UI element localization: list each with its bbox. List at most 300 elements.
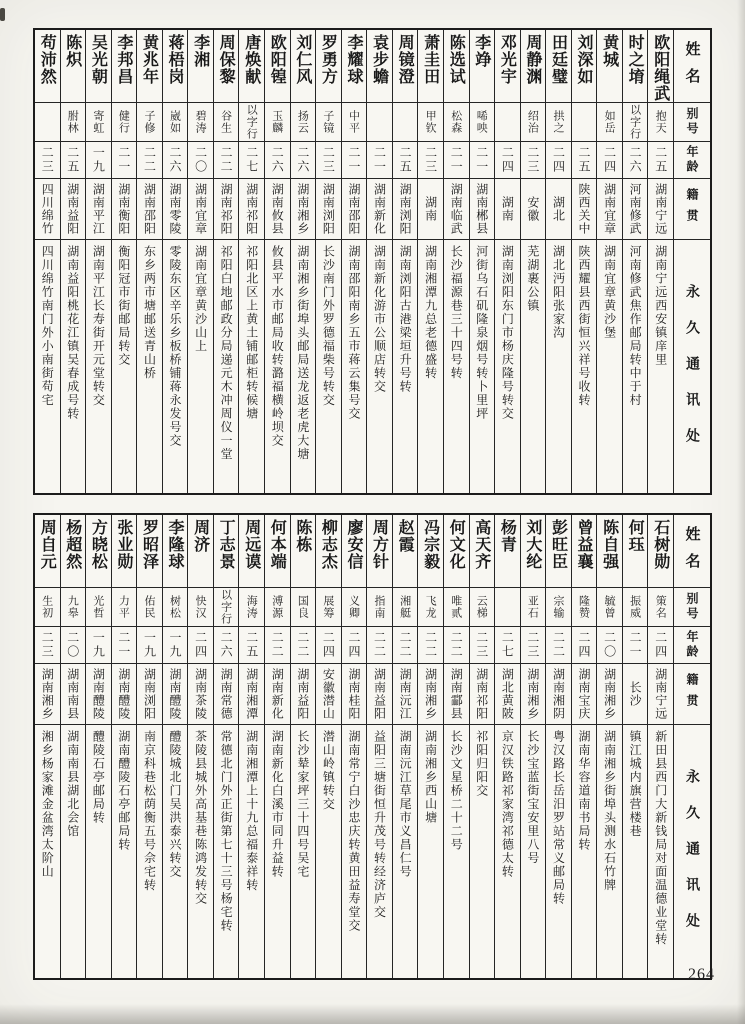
person-column <box>367 515 393 978</box>
person-column <box>470 515 496 978</box>
person-age: 二三 <box>470 627 495 664</box>
person-name: 周保黎 <box>214 30 239 103</box>
person-name: 刘仁风 <box>291 30 316 103</box>
person-age: 二三 <box>316 142 341 179</box>
person-column <box>61 515 87 978</box>
person-address: 醴陵城北门吴洪泰兴转交 <box>168 730 183 879</box>
person-column <box>112 30 138 493</box>
person-alias: 指南 <box>367 588 392 627</box>
person-name: 李耀球 <box>342 30 367 103</box>
person-origin: 湖北黄陂 <box>495 664 520 725</box>
person-alias: 振威 <box>623 588 648 627</box>
person-column <box>239 515 265 978</box>
person-column <box>137 515 163 978</box>
person-address: 粤汉路长岳汨罗站常义邮局转 <box>551 730 566 906</box>
person-column <box>393 30 419 493</box>
person-alias: 胕林 <box>61 103 86 142</box>
person-address: 南京科巷松荫衡五号佘宅转 <box>142 730 157 892</box>
person-origin: 湖南醴陵 <box>163 664 188 725</box>
person-name: 刘大纶 <box>521 515 546 588</box>
person-name: 周济 <box>188 515 213 588</box>
person-address: 湖南湘乡街埠头测水石竹牌 <box>602 730 617 892</box>
person-alias: 寄虹 <box>86 103 111 142</box>
person-alias: 飞龙 <box>418 588 443 627</box>
person-column <box>86 515 112 978</box>
person-age: 二四 <box>316 627 341 664</box>
person-age: 二二 <box>393 627 418 664</box>
person-column <box>546 515 572 978</box>
header-address: 永久通讯处 <box>684 769 700 949</box>
person-origin: 湖南浏阳 <box>316 179 341 240</box>
person-address: 湖南沅江草尾市义昌仁号 <box>398 730 413 879</box>
person-alias: 子镜 <box>316 103 341 142</box>
person-age: 二二 <box>546 627 571 664</box>
person-column <box>572 30 598 493</box>
person-column <box>316 515 342 978</box>
person-address: 芜湖裹公镇 <box>525 245 540 313</box>
person-age: 一九 <box>86 627 111 664</box>
person-origin: 湖南湘乡 <box>291 179 316 240</box>
person-name: 何本端 <box>265 515 290 588</box>
person-address: 湖北沔阳张家沟 <box>551 245 566 340</box>
person-origin: 湖南茶陵 <box>188 664 213 725</box>
person-address: 衡阳冠市街邮局转交 <box>116 245 131 367</box>
person-column <box>265 30 291 493</box>
person-name: 刘深如 <box>572 30 597 103</box>
person-name: 周方针 <box>367 515 392 588</box>
person-name: 黄城 <box>597 30 622 103</box>
person-origin: 湖南邵阳 <box>137 179 162 240</box>
person-name: 黄兆年 <box>137 30 162 103</box>
person-name: 萧圭田 <box>418 30 443 103</box>
person-origin: 湖南南县 <box>61 664 86 725</box>
person-alias: 义卿 <box>342 588 367 627</box>
person-age: 二六 <box>265 142 290 179</box>
person-address: 长沙南门外罗德福柴号转交 <box>321 245 336 407</box>
person-alias: 拱之 <box>546 103 571 142</box>
person-age: 二二 <box>291 627 316 664</box>
person-age: 二七 <box>239 142 264 179</box>
person-alias: 唯贰 <box>444 588 469 627</box>
person-name: 李邦昌 <box>112 30 137 103</box>
person-address: 醴陵石亭邮局转 <box>91 730 106 825</box>
person-name: 杨青 <box>495 515 520 588</box>
person-alias: 光哲 <box>86 588 111 627</box>
person-origin: 湖南祁阳 <box>239 179 264 240</box>
person-alias: 以字行 <box>239 103 264 142</box>
person-alias: 谷生 <box>214 103 239 142</box>
person-age: 二四 <box>495 142 520 179</box>
person-address: 湖南益阳桃花江镇吴春成号转 <box>65 245 80 421</box>
person-column <box>316 30 342 493</box>
person-name: 高天齐 <box>470 515 495 588</box>
person-column <box>291 30 317 493</box>
person-column <box>444 515 470 978</box>
person-column <box>572 515 598 978</box>
person-column <box>521 515 547 978</box>
person-alias: 海涛 <box>239 588 264 627</box>
person-origin: 陕西关中 <box>572 179 597 240</box>
person-column <box>163 30 189 493</box>
person-column <box>112 515 138 978</box>
person-address: 河南修武焦作邮局转中于村 <box>628 245 643 407</box>
person-address: 益阳三塘街恒升茂号转经济庐交 <box>372 730 387 919</box>
person-column <box>35 30 61 493</box>
person-column <box>342 30 368 493</box>
page-number: 264 <box>688 966 715 983</box>
person-origin: 湖南临武 <box>444 179 469 240</box>
person-address: 攸县平水市邮局收转潞福横岭坝交 <box>270 245 285 448</box>
person-origin: 湖北 <box>546 179 571 240</box>
person-address: 长沙文星桥二十二号 <box>449 730 464 852</box>
person-origin: 湖南宜章 <box>188 179 213 240</box>
person-alias: 毓曾 <box>597 588 622 627</box>
person-name: 陈炽 <box>61 30 86 103</box>
header-name: 姓名 <box>674 515 710 588</box>
person-name: 冯宗毅 <box>418 515 443 588</box>
person-age: 二六 <box>291 142 316 179</box>
person-origin: 湖南湘乡 <box>521 664 546 725</box>
person-age: 二〇 <box>188 142 213 179</box>
person-name: 时之堉 <box>623 30 648 103</box>
person-address: 长沙宝蓝街宝安里八号 <box>525 730 540 865</box>
person-origin: 湖南益阳 <box>367 664 392 725</box>
person-origin: 湖南 <box>495 179 520 240</box>
person-alias: 亚石 <box>521 588 546 627</box>
person-name: 赵霞 <box>393 515 418 588</box>
header-column <box>674 515 710 978</box>
person-alias: 碧涛 <box>188 103 213 142</box>
person-address: 湖南浏阳古港梁垣升号转 <box>398 245 413 394</box>
person-column <box>61 30 87 493</box>
person-column <box>521 30 547 493</box>
person-name: 陈栋 <box>291 515 316 588</box>
person-origin: 安徽潜山 <box>316 664 341 725</box>
person-origin: 湖南桂阳 <box>342 664 367 725</box>
person-age: 二三 <box>418 142 443 179</box>
person-origin: 长沙 <box>623 664 648 725</box>
person-column <box>265 515 291 978</box>
person-age: 一九 <box>163 627 188 664</box>
person-age: 一九 <box>137 627 162 664</box>
person-name: 袁步蟾 <box>367 30 392 103</box>
header-age: 年龄 <box>674 142 710 179</box>
person-age: 二四 <box>597 142 622 179</box>
person-address: 湖南新化游市公顺店转交 <box>372 245 387 394</box>
person-column <box>239 30 265 493</box>
person-origin: 湖南新化 <box>265 664 290 725</box>
header-name: 姓名 <box>674 30 710 103</box>
scan-shadow-bottom <box>0 1004 745 1024</box>
person-alias: 健行 <box>112 103 137 142</box>
person-age: 二二 <box>418 627 443 664</box>
person-name: 石树勋 <box>648 515 673 588</box>
person-address: 湖南新化白溪市同升益转 <box>270 730 285 879</box>
person-name: 田廷璧 <box>546 30 571 103</box>
person-name: 彭旺臣 <box>546 515 571 588</box>
person-address: 湖南醴陵石亭邮局转 <box>116 730 131 852</box>
person-name: 李湘 <box>188 30 213 103</box>
person-alias: 唏咉 <box>470 103 495 142</box>
person-address: 四川绵竹南门外小南街苟宅 <box>40 245 55 407</box>
person-column <box>418 30 444 493</box>
person-address: 祁阳北区上黄土铺邮柜转候塘 <box>244 245 259 421</box>
person-column <box>342 515 368 978</box>
person-column <box>418 515 444 978</box>
person-origin: 湖南益阳 <box>61 179 86 240</box>
person-age: 二四 <box>546 142 571 179</box>
person-alias: 生初 <box>35 588 60 627</box>
header-origin: 籍贯 <box>674 179 710 240</box>
person-origin: 湖南宁远 <box>648 664 673 725</box>
person-age: 二〇 <box>597 627 622 664</box>
person-address: 湖南浏阳东门市杨庆隆号转交 <box>500 245 515 421</box>
person-alias: 九皋 <box>61 588 86 627</box>
person-address: 湖南湘潭九总老德盛转 <box>423 245 438 380</box>
person-age: 二〇 <box>61 627 86 664</box>
person-name: 何珏 <box>623 515 648 588</box>
person-column <box>623 30 649 493</box>
person-address: 湖南湘乡西山塘 <box>423 730 438 825</box>
person-alias: 宗输 <box>546 588 571 627</box>
person-name: 唐焕献 <box>239 30 264 103</box>
person-origin: 湖南醴陵 <box>86 664 111 725</box>
person-alias: 溥源 <box>265 588 290 627</box>
person-age: 二三 <box>35 142 60 179</box>
person-origin: 四川绵竹 <box>35 179 60 240</box>
person-name: 周远谟 <box>239 515 264 588</box>
person-address: 湖南宜章黄沙山上 <box>193 245 208 353</box>
person-column <box>214 30 240 493</box>
person-origin: 湖南常德 <box>214 664 239 725</box>
person-alias <box>572 103 597 142</box>
person-origin: 湖南宜章 <box>597 179 622 240</box>
person-alias: 玉麟 <box>265 103 290 142</box>
person-origin: 湖南新化 <box>367 179 392 240</box>
person-alias <box>393 103 418 142</box>
person-column <box>86 30 112 493</box>
person-age: 二四 <box>572 627 597 664</box>
person-age: 二三 <box>35 627 60 664</box>
person-name: 周镜澄 <box>393 30 418 103</box>
person-column <box>188 30 214 493</box>
person-name: 罗勇方 <box>316 30 341 103</box>
person-address: 湖南宜章黄沙堡 <box>602 245 617 340</box>
person-age: 二四 <box>342 627 367 664</box>
person-origin: 湖南平江 <box>86 179 111 240</box>
person-alias <box>35 103 60 142</box>
person-alias: 快汉 <box>188 588 213 627</box>
scan-speck <box>0 8 5 21</box>
person-origin: 湖南酃县 <box>444 664 469 725</box>
person-origin: 湖南益阳 <box>291 664 316 725</box>
person-alias: 崴如 <box>163 103 188 142</box>
person-age: 二二 <box>265 627 290 664</box>
person-column <box>188 515 214 978</box>
person-address: 常德北门外正街第七十三号杨宅转 <box>219 730 234 933</box>
person-name: 邓光宇 <box>495 30 520 103</box>
person-address: 湖南湘乡街埠头邮局送龙返老虎大塘 <box>295 245 310 461</box>
person-alias: 甲钦 <box>418 103 443 142</box>
person-alias: 如岳 <box>597 103 622 142</box>
person-name: 杨超然 <box>61 515 86 588</box>
person-address: 祁阳归阳交 <box>474 730 489 798</box>
person-origin: 湖南宁远 <box>648 179 673 240</box>
person-alias: 策名 <box>648 588 673 627</box>
person-name: 方晓松 <box>86 515 111 588</box>
person-name: 何文化 <box>444 515 469 588</box>
person-origin: 湖南醴陵 <box>112 664 137 725</box>
person-name: 欧阳锽 <box>265 30 290 103</box>
person-alias <box>367 103 392 142</box>
person-name: 曾益襄 <box>572 515 597 588</box>
person-alias: 子修 <box>137 103 162 142</box>
person-alias: 国良 <box>291 588 316 627</box>
person-address: 长沙辇家坪三十四号吴宅 <box>295 730 310 879</box>
person-column <box>163 515 189 978</box>
person-name: 李隆球 <box>163 515 188 588</box>
person-alias: 松森 <box>444 103 469 142</box>
person-address: 湖南南县湖北会馆 <box>65 730 80 838</box>
person-age: 二一 <box>623 627 648 664</box>
person-origin: 湖南攸县 <box>265 179 290 240</box>
person-alias: 云梯 <box>470 588 495 627</box>
header-column <box>674 30 710 493</box>
person-alias: 隆赞 <box>572 588 597 627</box>
person-origin: 湖南湘乡 <box>418 664 443 725</box>
person-age: 一九 <box>86 142 111 179</box>
person-age: 二二 <box>444 627 469 664</box>
person-origin: 湖南祁阳 <box>470 664 495 725</box>
person-name: 李竫 <box>470 30 495 103</box>
person-origin: 湖南湘潭 <box>239 664 264 725</box>
person-age: 二三 <box>521 142 546 179</box>
person-alias: 树松 <box>163 588 188 627</box>
person-alias: 中平 <box>342 103 367 142</box>
person-origin: 湖南宝庆 <box>572 664 597 725</box>
person-age: 二一 <box>342 142 367 179</box>
person-age: 二七 <box>495 627 520 664</box>
person-alias: 抱天 <box>648 103 673 142</box>
person-name: 欧阳绳武 <box>648 30 673 103</box>
person-column <box>648 515 674 978</box>
person-address: 东乡两市塘邮送青山桥 <box>142 245 157 380</box>
person-age: 二三 <box>521 627 546 664</box>
header-age: 年龄 <box>674 627 710 664</box>
person-alias: 展筹 <box>316 588 341 627</box>
person-age: 二六 <box>623 142 648 179</box>
person-column <box>597 30 623 493</box>
person-address: 京汉铁路祁家湾祁德太转 <box>500 730 515 879</box>
person-age: 二四 <box>188 627 213 664</box>
person-origin: 湖南浏阳 <box>393 179 418 240</box>
person-origin: 湖南郴县 <box>470 179 495 240</box>
person-origin: 湖南湘乡 <box>597 664 622 725</box>
person-alias: 力平 <box>112 588 137 627</box>
person-address: 零陵东区辛乐乡板桥铺蒋永发号交 <box>168 245 183 448</box>
person-column <box>137 30 163 493</box>
person-age: 二四 <box>648 627 673 664</box>
person-name: 廖安信 <box>342 515 367 588</box>
person-address: 镇江城内旗营楼巷 <box>628 730 643 838</box>
person-age: 二五 <box>61 142 86 179</box>
person-origin: 湖南零陵 <box>163 179 188 240</box>
person-alias: 佑民 <box>137 588 162 627</box>
person-name: 柳志杰 <box>316 515 341 588</box>
person-origin: 湖南湘阴 <box>546 664 571 725</box>
person-name: 陈自强 <box>597 515 622 588</box>
person-address: 湖南平江长寿街开元堂转交 <box>91 245 106 407</box>
person-age: 二二 <box>214 142 239 179</box>
person-alias: 绍治 <box>521 103 546 142</box>
person-origin: 湖南湘乡 <box>35 664 60 725</box>
person-address: 湖南宁远西安镇庠里 <box>653 245 668 367</box>
person-column <box>444 30 470 493</box>
person-alias <box>495 588 520 627</box>
person-column <box>623 515 649 978</box>
person-address: 陕西耀县西街恒兴祥号收转 <box>577 245 592 407</box>
directory-table-bottom <box>33 513 712 980</box>
person-alias: 以字行 <box>214 588 239 627</box>
person-address: 湖南邵阳南乡五市蒋云集号交 <box>346 245 361 421</box>
header-origin: 籍贯 <box>674 664 710 725</box>
page-content <box>33 28 712 980</box>
person-address: 茶陵县城外高基巷陈鸿发转交 <box>193 730 208 906</box>
scan-shadow-right <box>737 0 745 1024</box>
person-age: 二一 <box>444 142 469 179</box>
person-address: 湖南常宁白沙忠庆转黄田益寿堂交 <box>346 730 361 933</box>
person-column <box>597 515 623 978</box>
person-age: 二一 <box>112 142 137 179</box>
person-address: 湖南湘潭上十九总福泰祥转 <box>244 730 259 892</box>
person-name: 丁志景 <box>214 515 239 588</box>
person-origin: 湖南沅江 <box>393 664 418 725</box>
person-origin: 湖南衡阳 <box>112 179 137 240</box>
person-address: 湖南华容道南书局转 <box>577 730 592 852</box>
person-name: 罗昭泽 <box>137 515 162 588</box>
person-address: 新田县西门大新钱局对面温德业堂转 <box>653 730 668 946</box>
person-name: 吴光朝 <box>86 30 111 103</box>
person-age: 二一 <box>470 142 495 179</box>
person-origin: 湖南 <box>418 179 443 240</box>
person-origin: 安徽 <box>521 179 546 240</box>
person-address: 潜山岭镇转交 <box>321 730 336 811</box>
person-name: 陈选试 <box>444 30 469 103</box>
person-column <box>291 515 317 978</box>
person-age: 二二 <box>367 627 392 664</box>
person-age: 二五 <box>648 142 673 179</box>
person-column <box>35 515 61 978</box>
person-address: 祁阳白地邮政分局递元木冲周仪一堂 <box>219 245 234 461</box>
person-alias <box>495 103 520 142</box>
person-alias: 以字行 <box>623 103 648 142</box>
person-age: 二一 <box>367 142 392 179</box>
header-alias: 别号 <box>674 103 710 142</box>
header-alias: 别号 <box>674 588 710 627</box>
person-alias: 湘艇 <box>393 588 418 627</box>
person-column <box>648 30 674 493</box>
person-origin: 河南修武 <box>623 179 648 240</box>
person-age: 二六 <box>214 627 239 664</box>
person-age: 二六 <box>163 142 188 179</box>
person-origin: 湖南浏阳 <box>137 664 162 725</box>
directory-table-top <box>33 28 712 495</box>
person-column <box>546 30 572 493</box>
person-age: 二一 <box>112 627 137 664</box>
person-age: 二五 <box>239 627 264 664</box>
person-name: 苟沛然 <box>35 30 60 103</box>
person-origin: 湖南邵阳 <box>342 179 367 240</box>
